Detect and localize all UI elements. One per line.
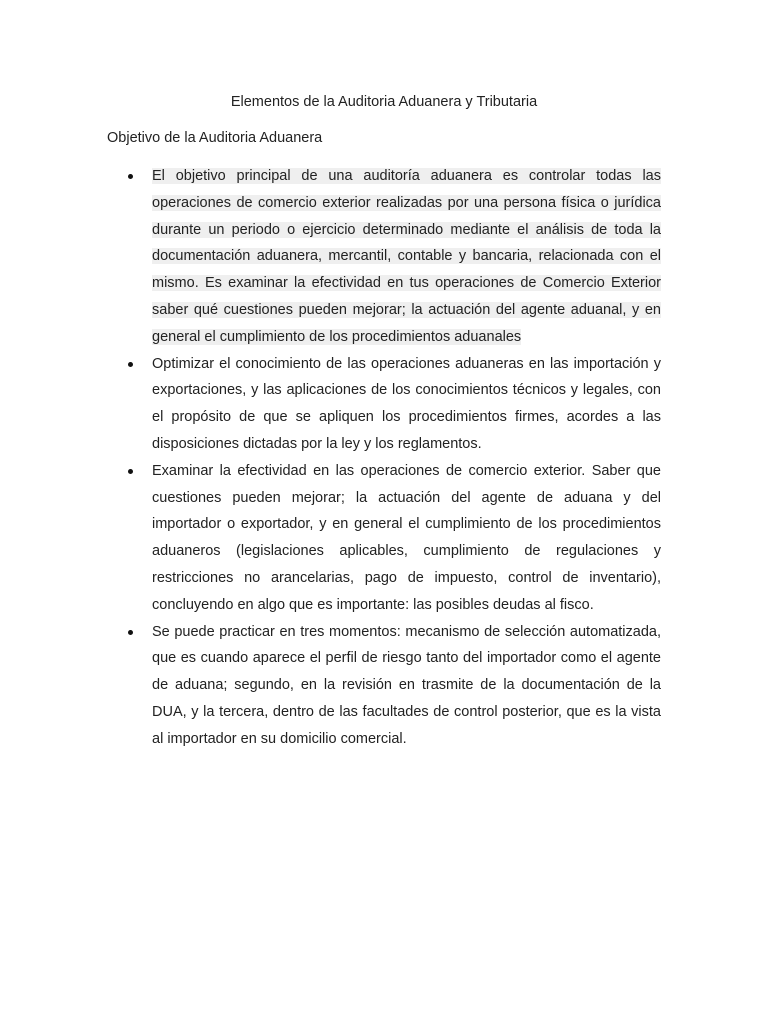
list-item-text: El objetivo principal de una auditoría aduanera es controlar todas las operaciones de comercio exterior realizadas por una persona física o jurídica durante un periodo o ejercicio determinado mediante el análisis de toda la documentación aduanera, mercantil, contable y bancaria, relacionada con el mismo. Es examinar la efectividad en tus operaciones de Comercio Exterior saber qué cuestiones pueden mejorar; la actuación del agente aduanal, y en general el cumplimiento de los procedimientos aduanales: [152, 168, 661, 345]
list-item: [107, 163, 661, 351]
objectives-list: [107, 163, 661, 753]
list-item: [107, 351, 661, 458]
document-title: Elementos de la Auditoria Aduanera y Tributaria: [230, 94, 538, 110]
list-item-text: Examinar la efectividad en las operaciones de comercio exterior. Saber que cuestiones pueden mejorar; la actuación del agente de aduana y del importador o exportador, y en general el cumplimiento de los procedimientos aduaneros (legislaciones aplicables, cumplimiento de regulaciones y restricciones no arancelarias, pago de impuesto, control de inventario), concluyendo en algo que es importante: las posibles deudas al fisco.: [152, 462, 661, 613]
list-item-text: Optimizar el conocimiento de las operaciones aduaneras en las importación y exportaciones, y las aplicaciones de los conocimientos técnicos y legales, con el propósito de que se apliquen los procedimientos firmes, acordes a las disposiciones dictadas por la ley y los reglamentos.: [152, 355, 661, 452]
list-item: [107, 458, 661, 619]
list-item: [107, 619, 661, 753]
section-heading: Objetivo de la Auditoria Aduanera: [107, 130, 323, 146]
list-item-text: Se puede practicar en tres momentos: mecanismo de selección automatizada, que es cuando aparece el perfil de riesgo tanto del importador como el agente de aduana; segundo, en la revisión en trasmite de la documentación de la DUA, y la tercera, dentro de las facultades de control posterior, que es la vista al importador en su domicilio comercial.: [152, 623, 661, 747]
